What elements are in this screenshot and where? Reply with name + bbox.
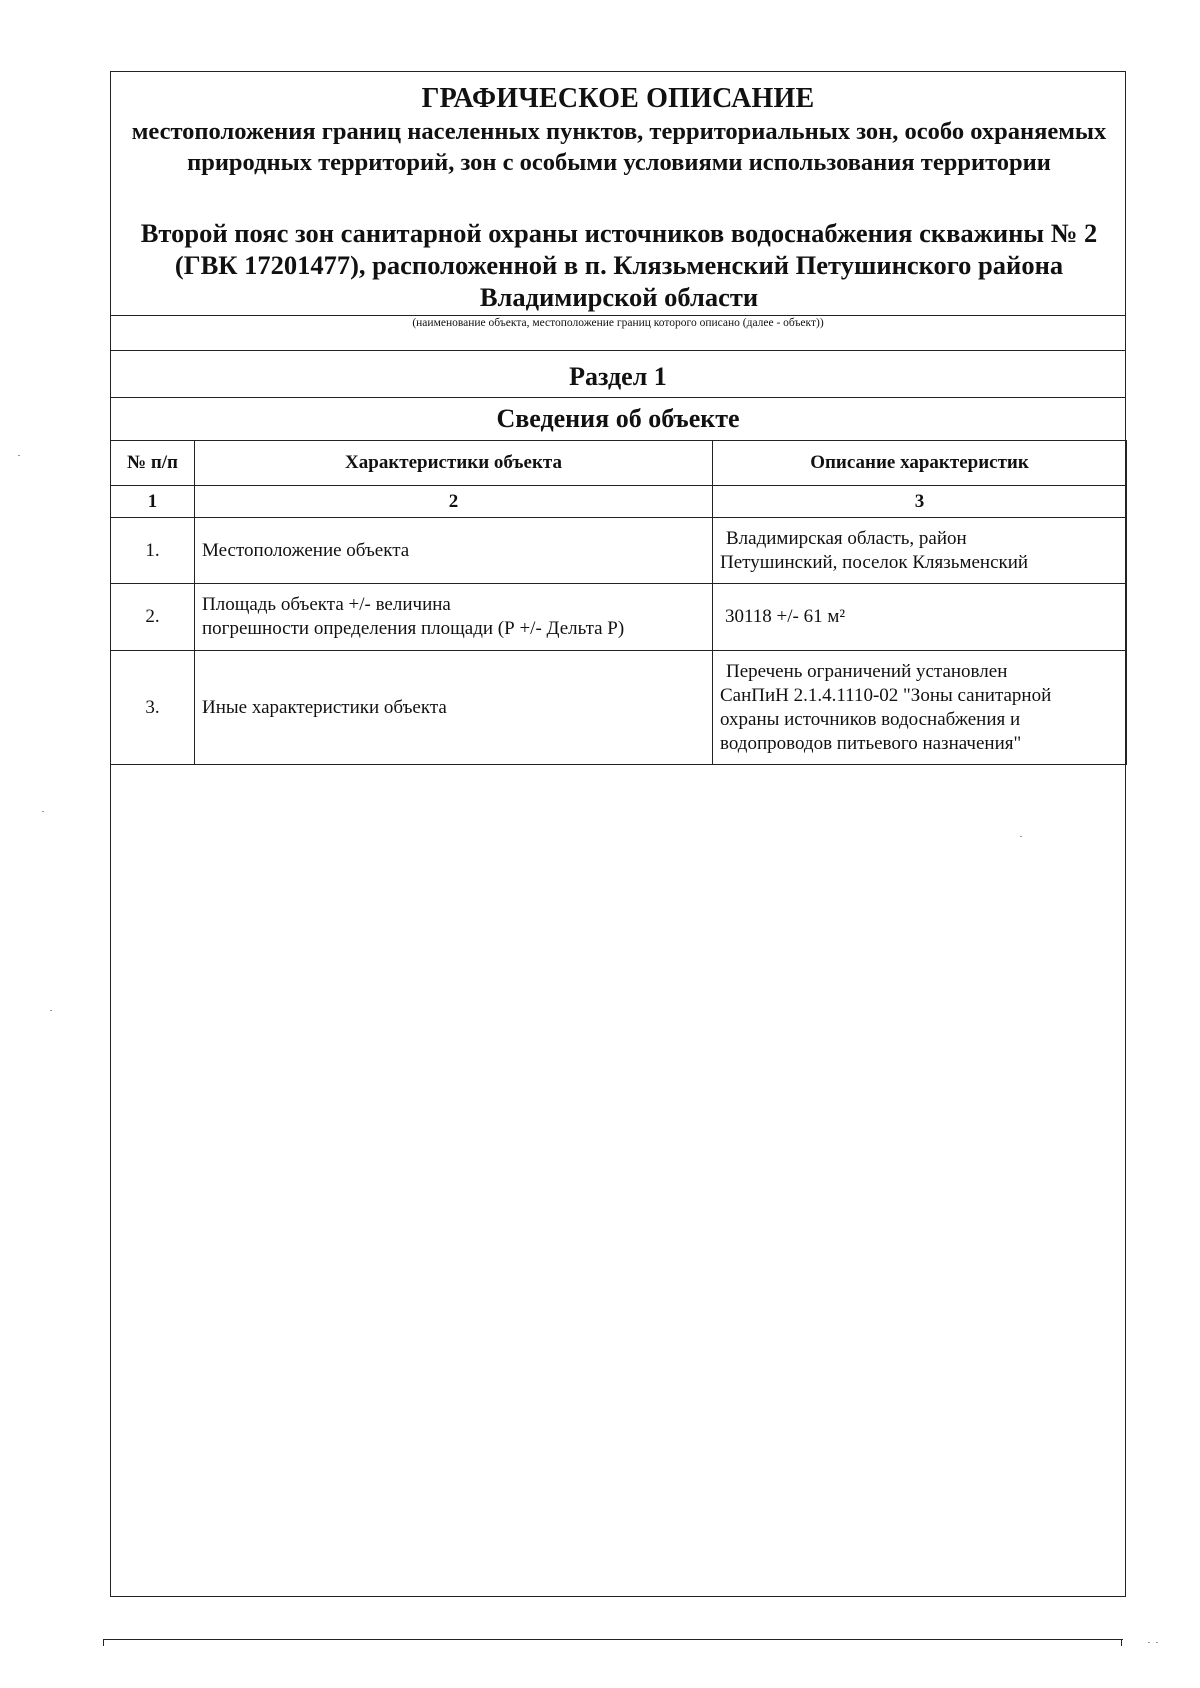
description-line: водопроводов питьевого назначения"	[720, 732, 1022, 754]
scan-speck	[50, 1010, 52, 1011]
table-header-row	[111, 441, 1127, 486]
row-description: 30118 +/- 61 м²	[713, 584, 1127, 651]
column-number: 3	[713, 486, 1127, 518]
section-label: Раздел 1	[569, 362, 667, 391]
document-subtitle: местоположения границ населенных пунктов, территориальных зон, особо охраняемых природных территорий, зон с особыми условиями использования территории	[131, 118, 1107, 176]
row-characteristic	[195, 584, 713, 651]
description-line: Перечень ограничений установлен	[726, 660, 1008, 682]
row-description	[713, 518, 1127, 584]
scan-speck	[42, 811, 44, 812]
document-frame	[110, 71, 1126, 1597]
header-description: Описание характеристик	[713, 441, 1127, 486]
row-number: 2.	[111, 584, 195, 651]
characteristic-line: Площадь объекта +/- величина	[202, 594, 451, 615]
footer-rule	[103, 1639, 1123, 1640]
scan-speck	[1020, 836, 1022, 837]
scan-speck	[1156, 1642, 1158, 1643]
column-number-row	[111, 486, 1127, 518]
column-number: 1	[111, 486, 195, 518]
section-title: Сведения об объекте	[496, 404, 740, 433]
row-characteristic: Иные характеристики объекта	[195, 651, 713, 765]
divider	[111, 397, 1125, 398]
header-characteristic: Характеристики объекта	[195, 441, 713, 486]
object-name: Второй пояс зон санитарной охраны источников водоснабжения скважины № 2 (ГВК 17201477), расположенной в п. Клязьменский Петушинского района Владимирской области	[140, 218, 1098, 312]
document-title: ГРАФИЧЕСКОЕ ОПИСАНИЕ	[421, 83, 815, 114]
object-name-caption: (наименование объекта, местоположение границ которого описано (далее - объект))	[412, 317, 824, 329]
description-line: СанПиН 2.1.4.1110-02 "Зоны санитарной	[720, 684, 1052, 706]
header-number: № п/п	[111, 441, 195, 486]
scan-speck	[1148, 1642, 1150, 1643]
table-row	[111, 518, 1127, 584]
row-characteristic: Местоположение объекта	[195, 518, 713, 584]
row-number: 3.	[111, 651, 195, 765]
row-description	[713, 651, 1127, 765]
characteristic-line: погрешности определения площади (Р +/- Дельта Р)	[202, 618, 625, 639]
description-line: Петушинский, поселок Клязьменский	[720, 551, 1029, 573]
table-row	[111, 584, 1127, 651]
row-number: 1.	[111, 518, 195, 584]
scan-speck	[18, 455, 20, 456]
footer-rule-tick	[1121, 1639, 1122, 1646]
description-line: охраны источников водоснабжения и	[720, 708, 1021, 730]
divider	[111, 350, 1125, 351]
table-row	[111, 651, 1127, 765]
object-info-table	[110, 440, 1127, 765]
description-line: Владимирская область, район	[726, 527, 967, 549]
document-header	[111, 72, 1125, 314]
column-number: 2	[195, 486, 713, 518]
footer-rule-tick	[103, 1639, 104, 1646]
